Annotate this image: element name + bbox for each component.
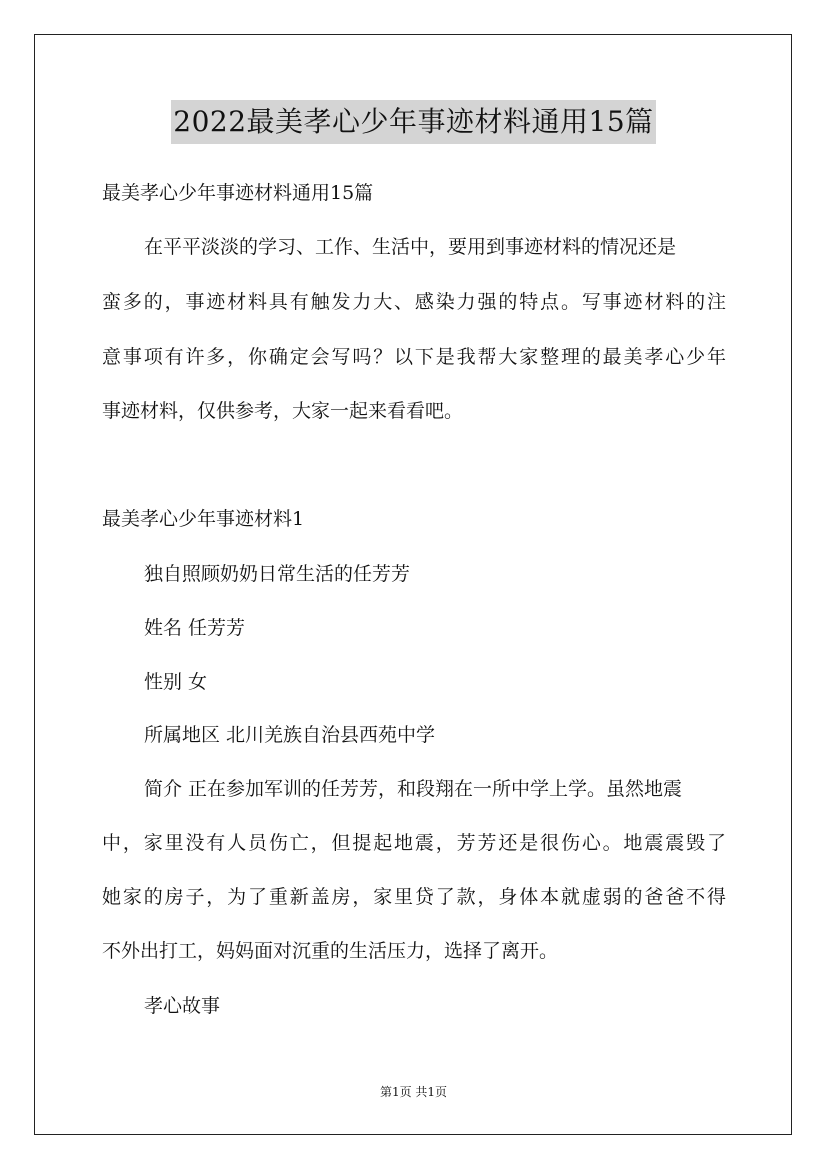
summary-line-3: 她家的房子，为了重新盖房，家里贷了款，身体本就虚弱的爸爸不得: [102, 886, 726, 908]
summary-line-1: 简介 正在参加军训的任芳芳，和段翔在一所中学上学。虽然地震: [144, 778, 683, 800]
document-title: 2022最美孝心少年事迹材料通用15篇: [171, 100, 655, 144]
subheading: 孝心故事: [144, 995, 221, 1017]
section-heading: 最美孝心少年事迹材料1: [102, 508, 305, 530]
summary-line-2: 中，家里没有人员伤亡，但提起地震，芳芳还是很伤心。地震震毁了: [102, 832, 726, 854]
intro-line-4: 事迹材料，仅供参考，大家一起来看看吧。: [102, 400, 464, 422]
intro-line-3: 意事项有许多，你确定会写吗？以下是我帮大家整理的最美孝心少年: [102, 346, 726, 368]
field-name: 姓名 任芳芳: [144, 617, 246, 639]
page-number: 第1页 共1页: [379, 1085, 448, 1099]
field-region: 所属地区 北川羌族自治县西苑中学: [144, 724, 436, 746]
document-subtitle: 最美孝心少年事迹材料通用15篇: [102, 182, 374, 204]
title-container: [0, 100, 827, 144]
intro-line-1: 在平平淡淡的学习、工作、生活中，要用到事迹材料的情况还是: [144, 236, 677, 258]
summary-line-4: 不外出打工，妈妈面对沉重的生活压力，选择了离开。: [102, 940, 559, 962]
intro-line-2: 蛮多的，事迹材料具有触发力大、感染力强的特点。写事迹材料的注: [102, 291, 726, 313]
field-gender: 性别 女: [144, 671, 208, 693]
story-title: 独自照顾奶奶日常生活的任芳芳: [144, 563, 411, 585]
